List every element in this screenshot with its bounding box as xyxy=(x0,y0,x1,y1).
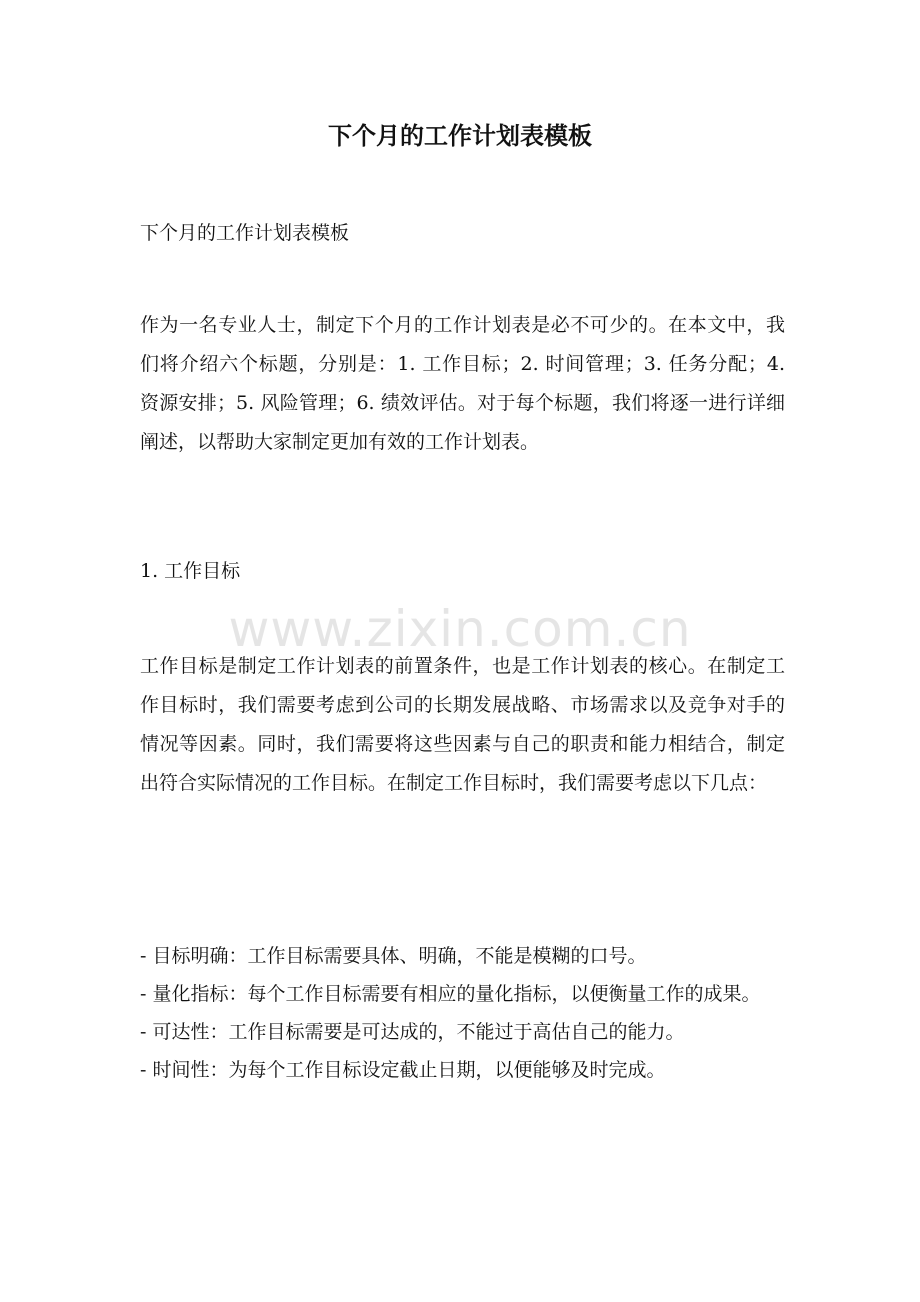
document-subtitle: 下个月的工作计划表模板 xyxy=(140,222,350,244)
goal-criteria-list xyxy=(140,937,785,1089)
document-title: 下个月的工作计划表模板 xyxy=(328,122,592,150)
watermark: www.zixin.com.cn xyxy=(228,600,692,658)
list-item: - 可达性：工作目标需要是可达成的，不能过于高估自己的能力。 xyxy=(140,1021,685,1043)
list-item: - 目标明确：工作目标需要具体、明确，不能是模糊的口号。 xyxy=(140,945,647,967)
list-item: - 时间性：为每个工作目标设定截止日期，以便能够及时完成。 xyxy=(140,1059,666,1081)
section-body-work-goals: 工作目标是制定工作计划表的前置条件，也是工作计划表的核心。在制定工作目标时，我们需要考虑到公司的长期发展战略、市场需求以及竞争对手的情况等因素。同时，我们需要将这些因素与自己的职责和能力相结合，制定出符合实际情况的工作目标。在制定工作目标时，我们需要考虑以下几点： xyxy=(140,655,785,794)
section-heading-work-goals: 1. 工作目标 xyxy=(140,560,241,582)
intro-paragraph: 作为一名专业人士，制定下个月的工作计划表是必不可少的。在本文中，我们将介绍六个标题，分别是：1. 工作目标；2. 时间管理；3. 任务分配；4. 资源安排；5. 风险管理；6. 绩效评估。对于每个标题，我们将逐一进行详细阐述，以帮助大家制定更加有效的工作计划表。 xyxy=(140,314,785,453)
list-item: - 量化指标：每个工作目标需要有相应的量化指标，以便衡量工作的成果。 xyxy=(140,983,761,1005)
